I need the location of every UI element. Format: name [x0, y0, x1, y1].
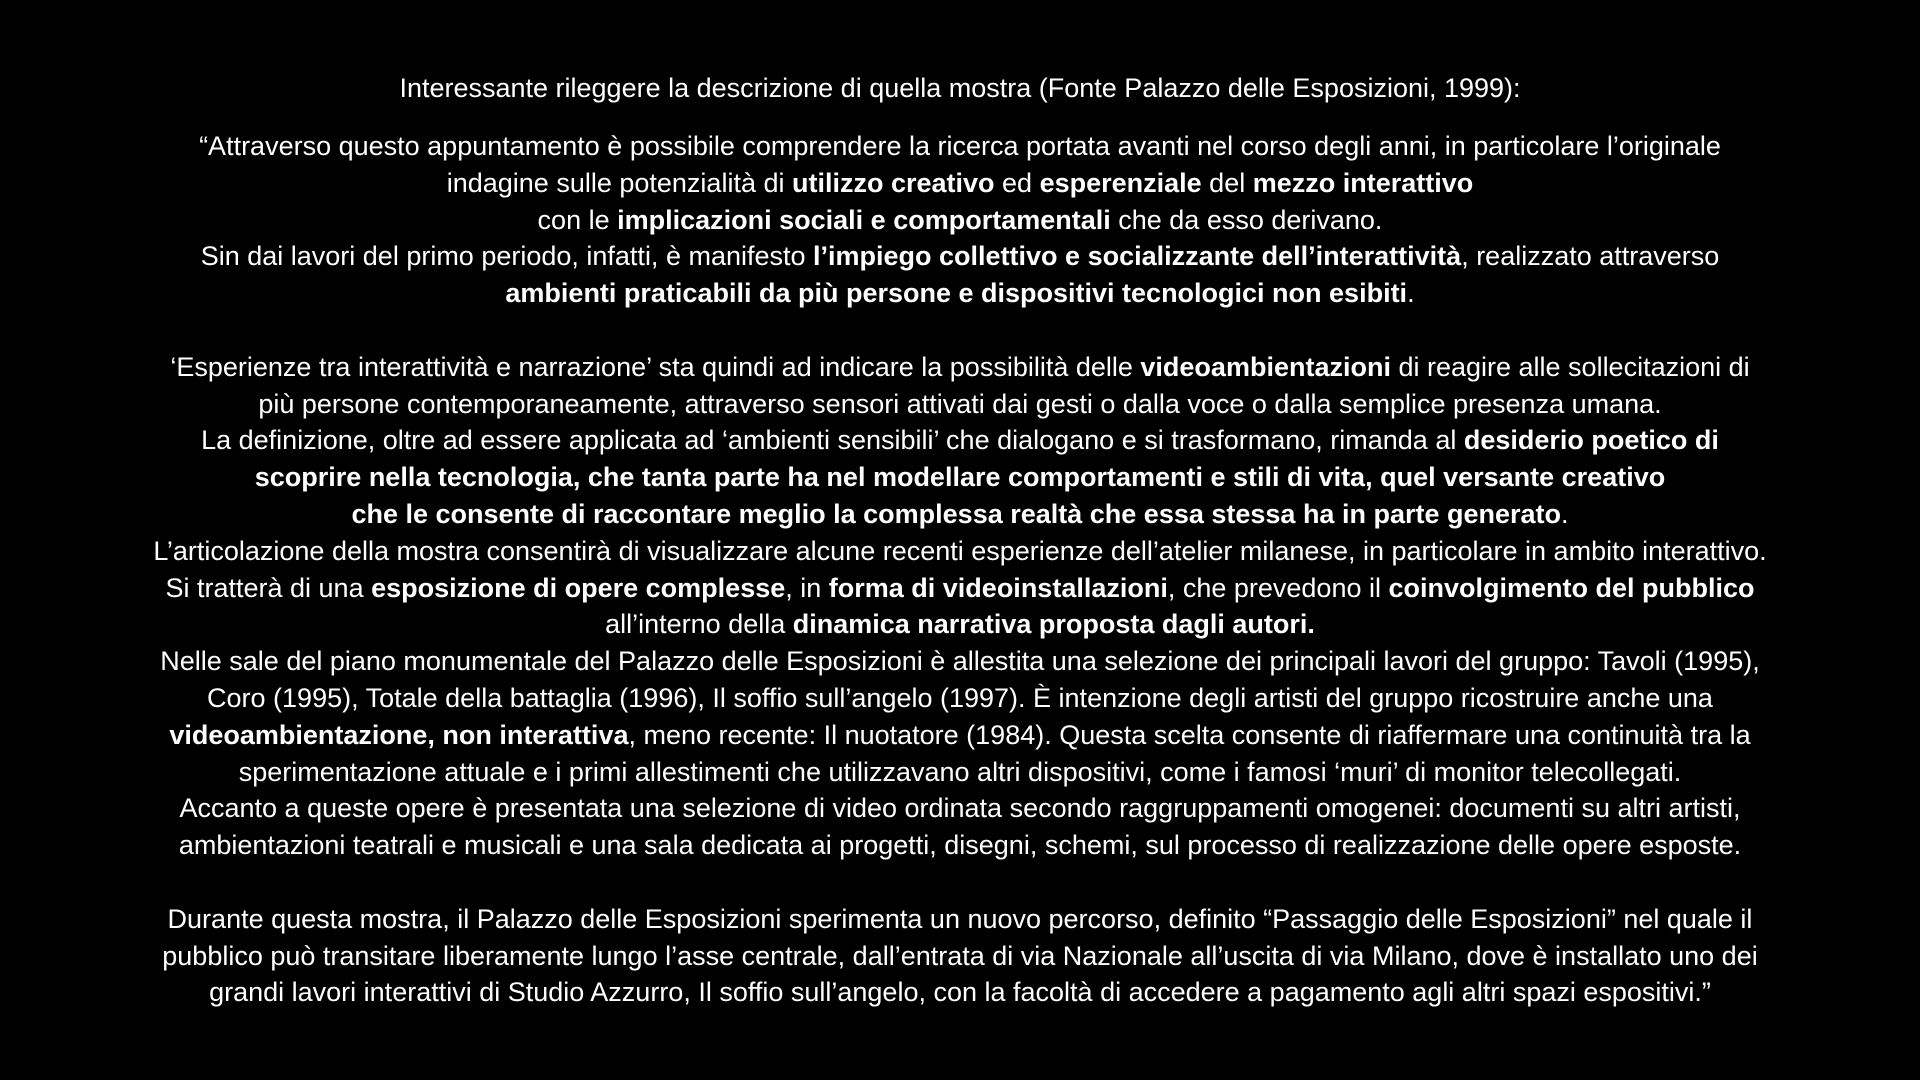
- text-segment: più persone contemporaneamente, attraverso sensori attivati dai gesti o dalla voce o dalla semplice presenza umana.: [258, 388, 1662, 419]
- text-line: [0, 496, 1920, 533]
- text-segment: , meno recente: Il nuotatore (1984). Questa scelta consente di riaffermare una continuità tra la: [628, 719, 1751, 750]
- text-segment: .: [1561, 498, 1569, 529]
- blank-line: [0, 864, 1920, 901]
- bold-text: utilizzo creativo: [791, 167, 995, 198]
- text-segment: del: [1201, 167, 1253, 198]
- text-line: [0, 754, 1920, 791]
- text-segment: grandi lavori interattivi di Studio Azzurro, Il soffio sull’angelo, con la facoltà di accedere a pagamento agli altri spazi espositivi.”: [209, 977, 1711, 1008]
- bold-text: implicazioni sociali e comportamentali: [617, 204, 1111, 235]
- bold-text: desiderio poetico di: [1463, 425, 1719, 456]
- text-segment: sperimentazione attuale e i primi allestimenti che utilizzavano altri dispositivi, come i famosi ‘muri’ di monitor telecollegati.: [238, 756, 1682, 787]
- text-line: [0, 938, 1920, 975]
- text-line: [0, 422, 1920, 459]
- text-line: [0, 680, 1920, 717]
- text-line: [0, 606, 1920, 643]
- text-line: [0, 827, 1920, 864]
- text-line: [0, 238, 1920, 275]
- text-line: [0, 349, 1920, 386]
- bold-text: forma di videoinstallazioni: [828, 572, 1168, 603]
- text-segment: Coro (1995), Totale della battaglia (1996), Il soffio sull’angelo (1997). È intenzione degli artisti del gruppo ricostruire anche una: [207, 682, 1713, 713]
- text-line: [0, 790, 1920, 827]
- bold-text: mezzo interattivo: [1252, 167, 1474, 198]
- text-line: [0, 459, 1920, 496]
- quoted-description: [0, 128, 1920, 1011]
- text-line: [0, 386, 1920, 423]
- bold-text: dinamica narrativa proposta dagli autori.: [792, 609, 1315, 640]
- text-segment: Accanto a queste opere è presentata una selezione di video ordinata secondo raggruppamenti omogenei: documenti su altri artisti,: [179, 793, 1741, 824]
- text-segment: ambientazioni teatrali e musicali e una sala dedicata ai progetti, disegni, schemi, sul processo di realizzazione delle opere esposte.: [178, 830, 1742, 861]
- text-segment: “Attraverso questo appuntamento è possibile comprendere la ricerca portata avanti nel corso degli anni, in particolare l’originale: [199, 131, 1721, 161]
- bold-text: esposizione di opere complesse: [371, 572, 786, 603]
- text-segment: che da esso derivano.: [1110, 204, 1383, 235]
- text-segment: , realizzato attraverso: [1461, 241, 1720, 272]
- text-segment: ed: [994, 167, 1040, 198]
- text-segment: Durante questa mostra, il Palazzo delle Esposizioni sperimenta un nuovo percorso, definito “Passaggio delle Esposizioni” nel quale il: [167, 903, 1753, 934]
- text-segment: all’interno della: [605, 609, 793, 640]
- text-line: [0, 570, 1920, 607]
- text-line: [0, 165, 1920, 202]
- bold-text: ambienti praticabili da più persone e dispositivi tecnologici non esibiti: [505, 278, 1408, 309]
- bold-text: che le consente di raccontare meglio la complessa realtà che essa stessa ha in parte generato: [351, 498, 1561, 529]
- text-segment: L’articolazione della mostra consentirà di visualizzare alcune recenti esperienze dell’atelier milanese, in particolare in ambito interattivo.: [153, 535, 1767, 566]
- text-segment: , che prevedono il: [1167, 572, 1389, 603]
- text-line: [0, 275, 1920, 312]
- text-line: [0, 128, 1920, 165]
- text-line: [0, 202, 1920, 239]
- intro-text: Interessante rileggere la descrizione di quella mostra (Fonte Palazzo delle Esposizioni, 1999):: [399, 73, 1521, 103]
- text-segment: Si tratterà di una: [165, 572, 372, 603]
- bold-text: videoambientazioni: [1140, 351, 1391, 382]
- text-segment: La definizione, oltre ad essere applicata ad ‘ambienti sensibili’ che dialogano e si trasformano, rimanda al: [201, 425, 1464, 456]
- bold-text: scoprire nella tecnologia, che tanta parte ha nel modellare comportamenti e stili di vita, quel versante creativo: [254, 462, 1666, 493]
- text-segment: Sin dai lavori del primo periodo, infatti, è manifesto: [200, 241, 814, 272]
- text-segment: indagine sulle potenzialità di: [446, 167, 792, 198]
- text-segment: con le: [537, 204, 618, 235]
- bold-text: videoambientazione, non interattiva: [169, 719, 629, 750]
- text-segment: , in: [785, 572, 829, 603]
- bold-text: esperenziale: [1039, 167, 1202, 198]
- text-line: [0, 717, 1920, 754]
- text-segment: Nelle sale del piano monumentale del Palazzo delle Esposizioni è allestita una selezione dei principali lavori del gruppo: Tavoli (1995),: [160, 646, 1760, 677]
- text-segment: pubblico può transitare liberamente lungo l’asse centrale, dall’entrata di via Nazionale all’uscita di via Milano, dove è installato uno dei: [162, 940, 1758, 971]
- text-line: [0, 901, 1920, 938]
- text-segment: ‘Esperienze tra interattività e narrazione’ sta quindi ad indicare la possibilità delle: [170, 351, 1141, 382]
- text-segment: .: [1407, 278, 1415, 309]
- bold-text: l’impiego collettivo e socializzante dell’interattività: [813, 241, 1462, 272]
- text-line: [0, 533, 1920, 570]
- text-line: [0, 974, 1920, 1011]
- blank-line: [0, 312, 1920, 349]
- text-line: [0, 643, 1920, 680]
- text-segment: di reagire alle sollecitazioni di: [1390, 351, 1750, 382]
- bold-text: coinvolgimento del pubblico: [1388, 572, 1755, 603]
